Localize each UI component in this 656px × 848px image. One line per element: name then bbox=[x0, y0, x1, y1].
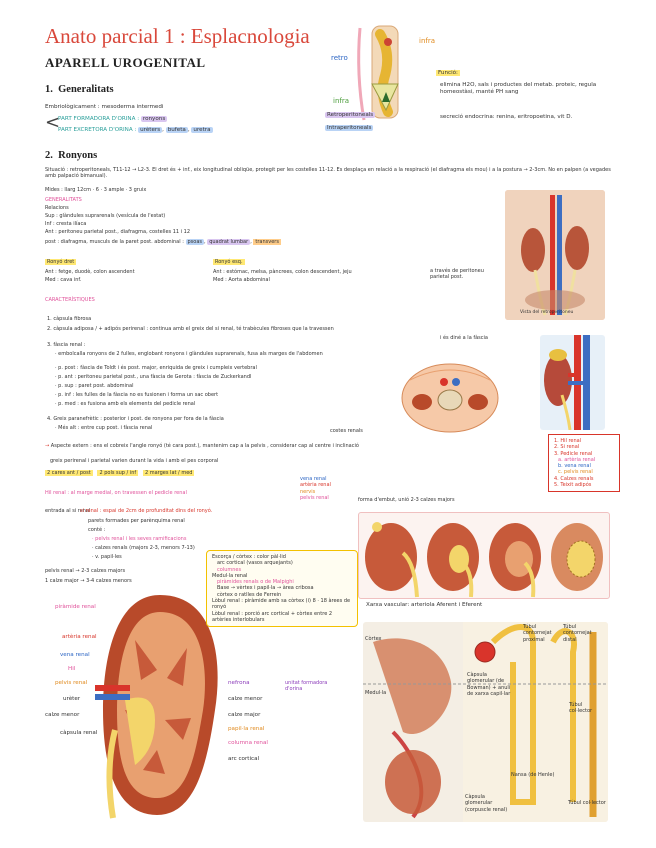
generalitats-line2: PART EXCRETORA D'ORINA : urèters , bufeta , uretra bbox=[58, 127, 211, 133]
ronyo-esq-heading: Ronyó esq. bbox=[215, 259, 243, 265]
nephron-label-collector: Túbul col·lector bbox=[569, 702, 593, 715]
peritoneum-diagram bbox=[340, 24, 430, 124]
nephron-label-distal: Túbul contornejat distal bbox=[563, 624, 592, 643]
kidney-parts-box: 1. Hil renal 2. Si renal 3. Pedicle renal a. artèria renal b. vena renal c. pelvis renal 4. Calzes renals 5. Teixit adipós bbox=[548, 434, 620, 492]
caracteristiques-heading: CARACTERÍSTIQUES bbox=[45, 297, 95, 303]
generalitats-heading: GENERALITATS bbox=[45, 197, 82, 203]
funcions-item-1: elimina H2O, sals i productes del metab. proteic, regula homeostàsi, manté PH sang bbox=[440, 82, 597, 95]
relacions-item-2: Inf : cresta ilíaca bbox=[45, 221, 87, 227]
si-renal-item-3: · pelvis renal i les seves ramificacions bbox=[92, 536, 187, 542]
retro-tag: Retroperitoneals bbox=[327, 112, 374, 118]
fig-caption: Vista del retroperitoneu bbox=[520, 310, 574, 315]
yellow-notes-box: Escorça / còrtex : color pàl·lid arc cortical (vasos arquejants) columnes Medul·la renal piràmides renals o de Malpighi Base → vèrtex i papil·la → àrea cribosa còrtex o ratlles de Ferrein Lòbul renal : piràmide amb sa còrtex (i) 8 · 18 àrees de ronyó Lòbul renal : porció arc cortical + còrtex entre 2 artèries interlobulars bbox=[206, 550, 358, 627]
label-calze-menor: calze menor bbox=[45, 712, 80, 718]
ronyo-dret-item-2: Med : cava inf. bbox=[45, 277, 82, 283]
pedicle-note: forma d'embut, unió 2-3 calzes majors bbox=[358, 497, 455, 503]
intra-tag: Intraperitoneals bbox=[327, 125, 372, 131]
relacions-heading: Relacions bbox=[45, 205, 69, 211]
si-renal-item-5: · v. papil·les bbox=[92, 554, 122, 560]
nephron-figure bbox=[363, 622, 608, 822]
spine-label-infra-bottom: infra bbox=[333, 97, 350, 105]
nephron-label-cortex: Còrtex bbox=[365, 636, 382, 642]
ronyo-esq-item-1: Ant : estómac, melsa, pàncrees, colon descendent, jeju bbox=[213, 269, 352, 275]
label-calze-major: calze major bbox=[228, 712, 261, 718]
nephron-header: Xarxa vascular: arteriola Aferent i Eferent bbox=[366, 602, 483, 608]
label-arc-cortical: arc cortical bbox=[228, 756, 260, 762]
caract-item-1: 1. càpsula fibrosa bbox=[47, 316, 92, 322]
caract-item-3d: · p. sup : paret post. abdominal bbox=[55, 383, 134, 389]
situacio-text: Situació : retroperitoneals, T11-12 → L2-3. El dret és + inf., eix longitudinal obliqüe, protegit per les costelles 11-12. Es desplaça en relació a la respiració (el diafragma els mou) i a la postura → 2-3cm. No en palpen (a vegades amb palpació bimanual). bbox=[45, 167, 611, 180]
relacions-item-3: Ant : peritoneu parietal post., diafragma, costelles 11 i 12 bbox=[45, 229, 191, 235]
si-renal-item-1: parets formades per parènquima renal bbox=[88, 518, 185, 524]
label-pelvis: pelvis renal bbox=[55, 680, 88, 686]
caract-item-3: 3. fàscia renal : bbox=[47, 342, 86, 348]
label-calze-menor-r: calze menor bbox=[228, 696, 263, 702]
aspecte2-text: greix perirenal i parietal varien durant la vida i amb el pes corporal bbox=[50, 458, 219, 464]
nephron-label-medulla: Medul·la bbox=[365, 690, 387, 696]
label-ureter: urèter bbox=[63, 696, 81, 702]
brace-icon: < bbox=[45, 112, 61, 133]
hil-text: Hil renal : al marge medial, on travessen el pedicle renal bbox=[45, 490, 187, 496]
spine-label-infra-top: infra bbox=[419, 37, 436, 45]
funcions-heading: Funció: bbox=[438, 70, 458, 76]
kidney-vessel-figure bbox=[540, 335, 605, 430]
nephron-label-capsula: Càpsula glomerular (de Bowman) + anuli de xarxa capil·lar bbox=[467, 672, 511, 697]
caract-item-3a: · embolcalla ronyons de 2 fulles, englobant ronyons i glàndules suprarenals, fusa als marges de l'abdomen bbox=[55, 351, 323, 357]
traves-text: a través de peritoneu parietal post. bbox=[430, 268, 484, 281]
mides-text: Mides : llarg 12cm · 6 · 3 ample · 3 gruix bbox=[45, 187, 147, 193]
ronyo-dret-heading: Ronyó dret bbox=[47, 259, 75, 265]
nephron-label-henle: Nansa (de Henle) bbox=[511, 772, 555, 778]
nephron-label-proximal: Túbul contornejat proximal bbox=[523, 624, 552, 643]
section-heading-1: 1. Generalitats bbox=[45, 84, 114, 95]
entrada-text: entrada al si renal bbox=[45, 508, 91, 514]
calzes-item-2: 1 calze major → 3-4 calzes menors bbox=[45, 578, 132, 584]
label-nefrona: nefrona bbox=[228, 680, 250, 686]
label-papilla: papil·la renal bbox=[228, 726, 265, 732]
caract-item-3c: · p. ant : peritoneu parietal post., una fàscia de Gerota : fàscia de Zuckerkandl bbox=[55, 374, 252, 380]
relacions-item-4: post : diafragma, musculs de la paret post. abdominal : psoas , quadrat lumbar , transvers bbox=[45, 239, 279, 245]
page-subtitle: APARELL UROGENITAL bbox=[45, 55, 206, 70]
page-title: Anato parcial 1 : Esplacnologia bbox=[45, 24, 310, 48]
caract-item-3f: · p. med : es fusiona amb els elements del pedicle renal bbox=[55, 401, 196, 407]
cares-row: 2 cares ant / post 2 pols sup / inf 2 marges lat / med bbox=[47, 470, 193, 476]
caract-item-3e: · p. inf : les fulles de la fàscia no es fusionen i forma un sac obert bbox=[55, 392, 219, 398]
section-heading-2: 2. Ronyons bbox=[45, 150, 98, 161]
funcions-item-2: secreció endocrina: renina, eritropoetina, vit D. bbox=[440, 114, 573, 120]
caract-item-4: 4. Greix paranefrètic : posterior i post. de ronyons per fora de la fàscia bbox=[47, 416, 224, 422]
si-renal-item-2: conté : bbox=[88, 527, 106, 533]
nephron-label-collector-2: Túbul col·lector bbox=[568, 800, 606, 806]
aspecte-text: → Aspecte extern : ens el cobreix l'angle ronyó (té cara post.), mantenim cap a la pelvis , considerar cap al centre i inclinació bbox=[45, 443, 359, 449]
nefrona-note: unitat formadora d'orina bbox=[285, 680, 328, 693]
caract-item-2: 2. càpsula adiposa / + adipós perirenal : continua amb el greix del si renal, té trabècules fibroses que la travessen bbox=[47, 326, 334, 332]
si-renal-item-4: · calzes renals (majors 2-3, menors 7-13) bbox=[92, 545, 195, 551]
caract-item-4a: · Més alt : entre cup post. i fàscia renal bbox=[55, 425, 153, 431]
fina-de-fascia: i és diné a la fàscia bbox=[440, 335, 488, 341]
spine-label-retro: retro bbox=[331, 54, 348, 62]
label-hil: Hil bbox=[68, 666, 76, 672]
kidney-sequence-figure bbox=[358, 512, 610, 599]
retroperitoneum-figure bbox=[505, 190, 605, 320]
label-columna: columna renal bbox=[228, 740, 268, 746]
caract-item-3b: · p. post : fàscia de Toldt i és post. major, enriquida de greix i cumpleix vertebral bbox=[55, 365, 257, 371]
costes-renals: costes renals bbox=[330, 428, 363, 434]
nephron-label-corpuscle: Càpsula glomerular (corpuscle renal) bbox=[465, 794, 508, 813]
ronyo-esq-item-2: Med : Aorta abdominal bbox=[213, 277, 270, 283]
label-vena: vena renal bbox=[60, 652, 90, 658]
pedicle-list: vena renal artèria renal nervis pelvis renal bbox=[300, 476, 331, 501]
ronyo-dret-item-1: Ant : fetge, duodè, colon ascendent bbox=[45, 269, 135, 275]
tag-ronyons: ronyons bbox=[142, 116, 166, 122]
label-capsula: càpsula renal bbox=[60, 730, 98, 736]
relacions-item-1: Sup : glàndules suprarenals (vesícula de l'estat) bbox=[45, 213, 166, 219]
generalitats-embryo: Embriològicament : mesoderma intermedi bbox=[45, 104, 164, 110]
label-piramide: piràmide renal bbox=[55, 604, 96, 610]
generalitats-line1: PART FORMADORA D'ORINA : ronyons bbox=[58, 116, 166, 122]
cross-section-figure bbox=[400, 360, 500, 435]
label-arteria: artèria renal bbox=[62, 634, 97, 640]
calzes-item-1: pelvis renal → 2-3 calzes majors bbox=[45, 568, 126, 574]
si-renal-head: si renal : espai de 2cm de profunditat dins del ronyó. bbox=[80, 508, 213, 514]
